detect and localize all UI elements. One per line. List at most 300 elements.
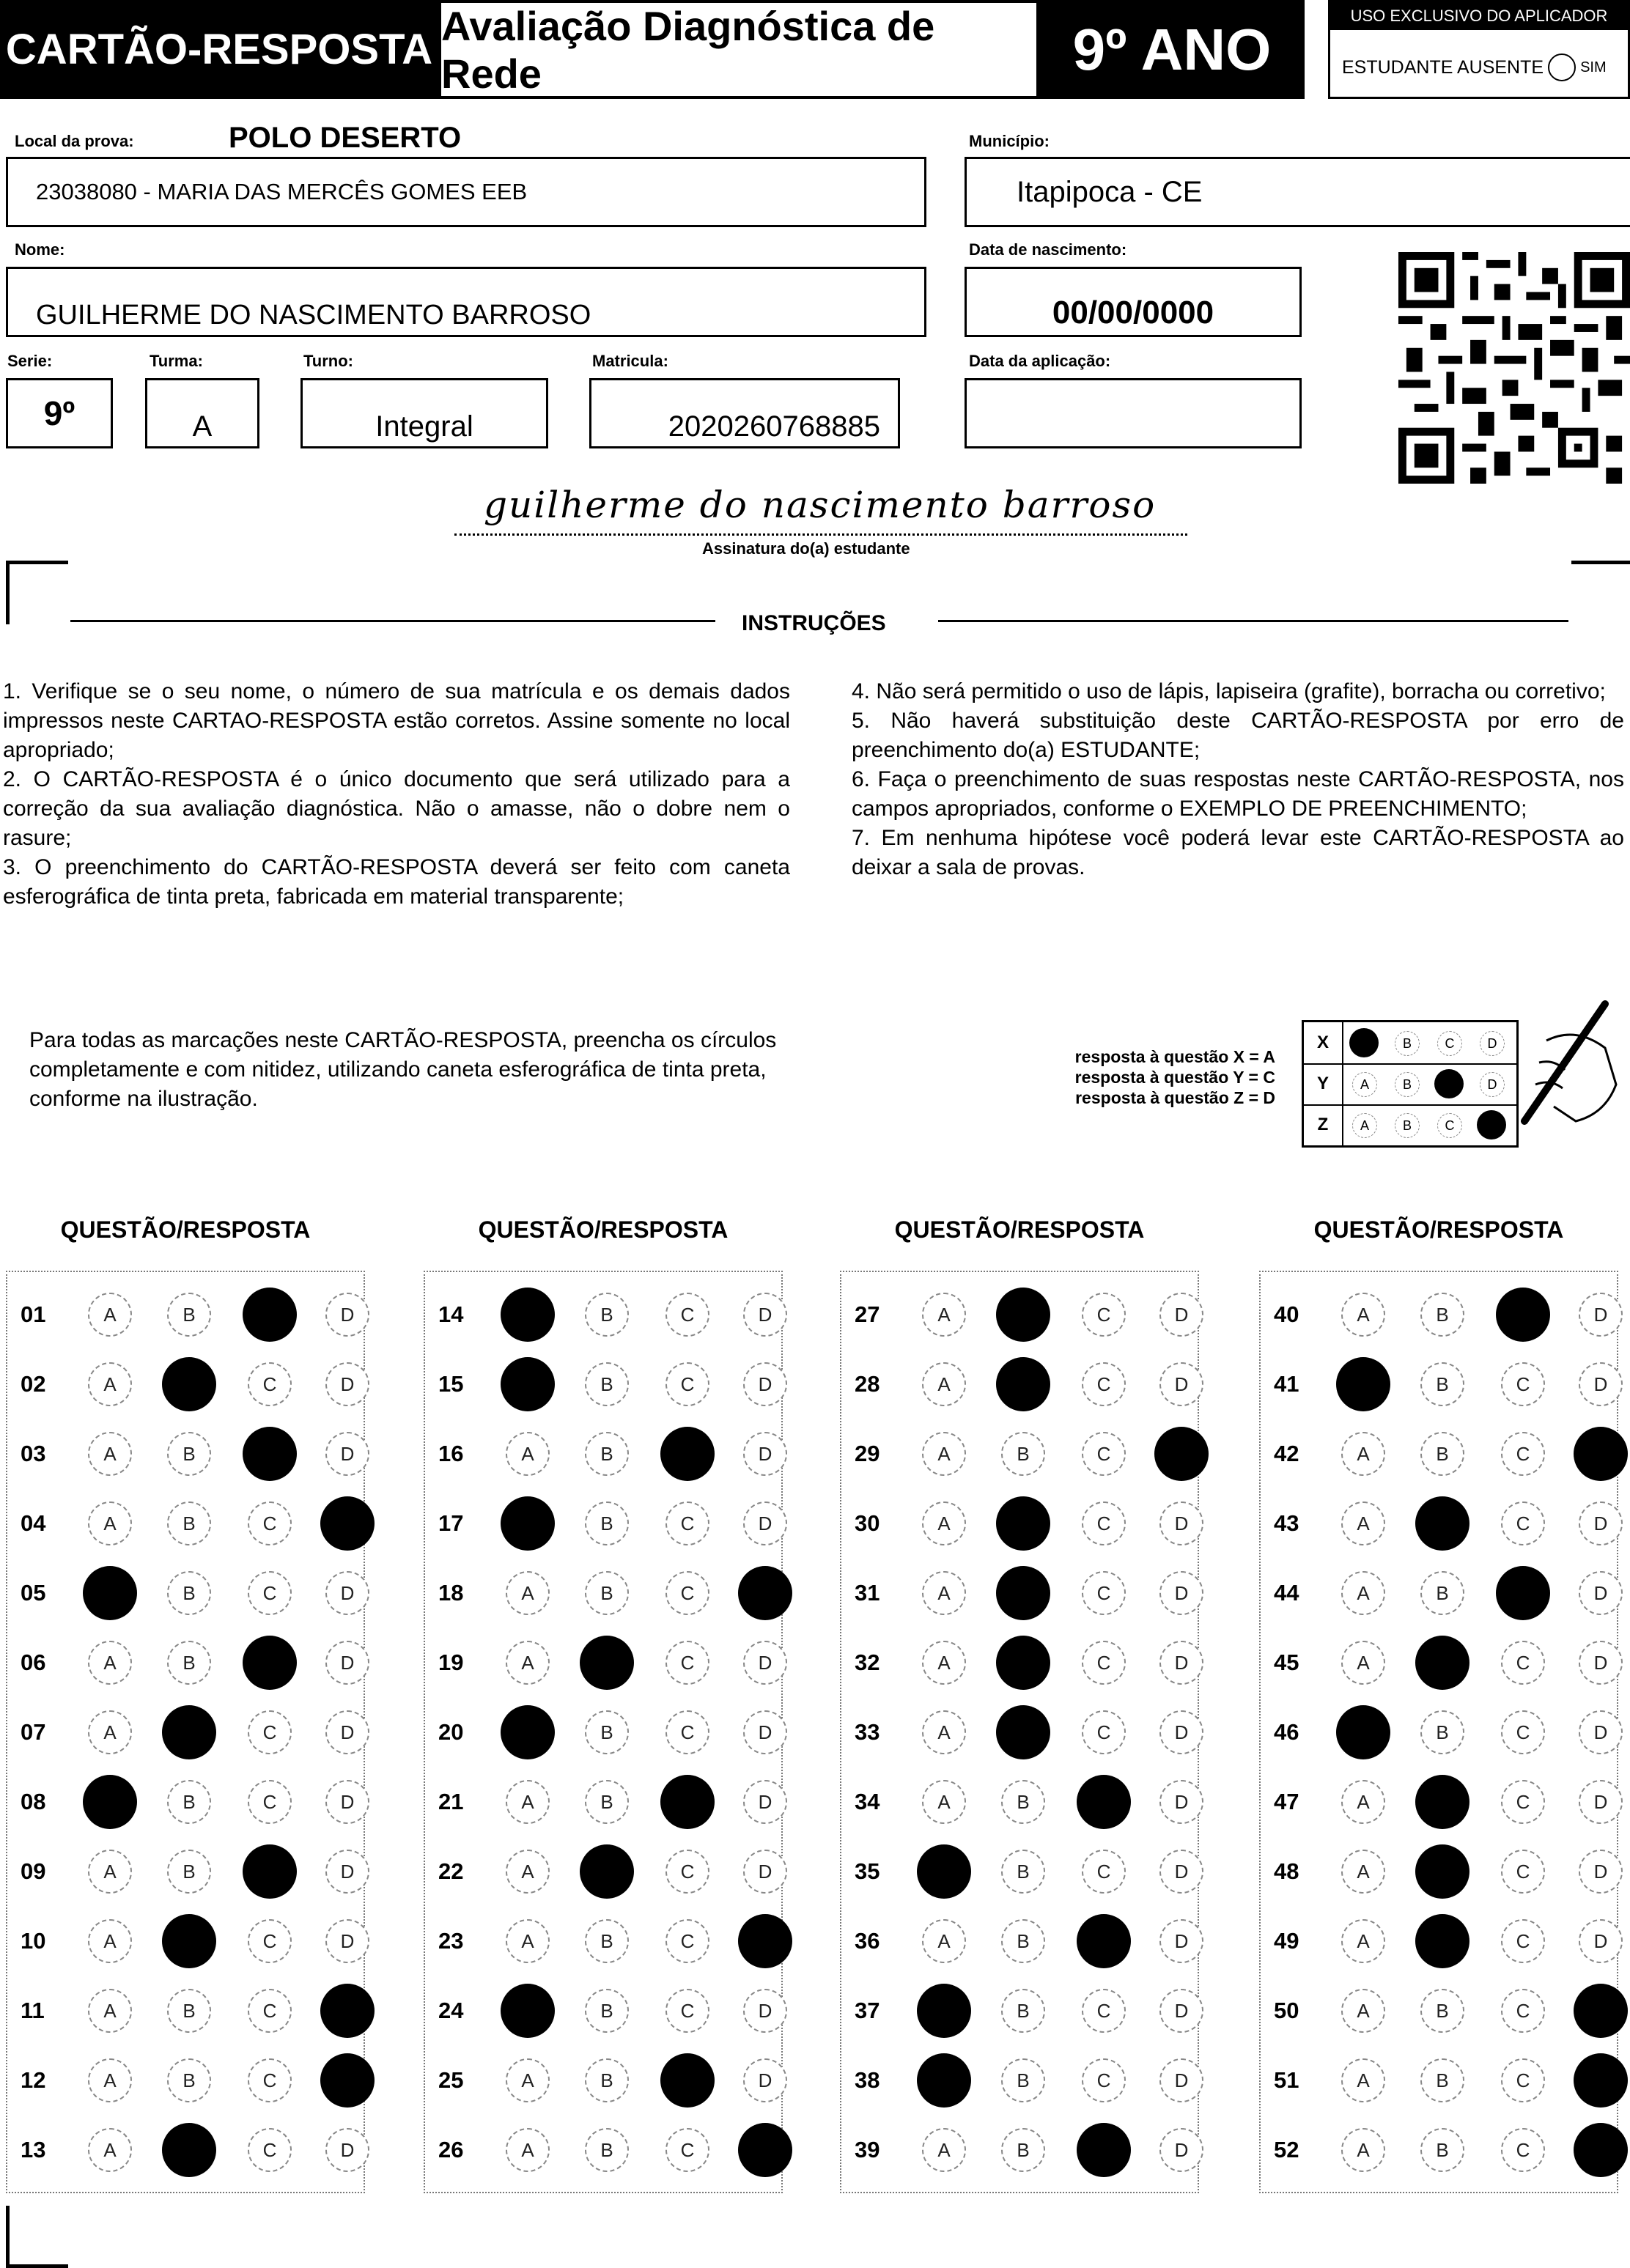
answer-bubble-b-filled[interactable]	[996, 1288, 1050, 1342]
answer-bubble-d[interactable]	[1579, 1571, 1623, 1615]
answer-bubble-b[interactable]	[167, 1989, 211, 2033]
answer-bubble-b[interactable]	[1001, 1780, 1045, 1824]
nascimento-label: Data de nascimento:	[969, 240, 1127, 259]
answer-bubble-b[interactable]	[167, 1293, 211, 1337]
bubble-letter: B	[600, 1790, 613, 1813]
answer-bubble-c-filled[interactable]	[660, 1775, 715, 1829]
answer-bubble-d-filled[interactable]	[1574, 1984, 1628, 2038]
example-bubble-b: B	[1395, 1072, 1420, 1097]
question-number: 05	[21, 1580, 46, 1606]
answer-bubble-d[interactable]	[1579, 1641, 1623, 1685]
answer-bubble-c[interactable]	[665, 1989, 709, 2033]
answer-bubble-a[interactable]	[922, 1919, 966, 1963]
question-number: 23	[438, 1928, 464, 1954]
answer-bubble-d[interactable]	[325, 1432, 369, 1476]
answer-bubble-a[interactable]	[88, 2058, 132, 2102]
absent-row	[1342, 53, 1607, 81]
answer-bubble-d[interactable]	[1159, 1501, 1203, 1545]
answer-bubble-a[interactable]	[506, 2128, 550, 2172]
answer-bubble-d[interactable]	[1579, 1501, 1623, 1545]
question-number: 21	[438, 1789, 464, 1814]
question-row-07	[7, 1699, 364, 1768]
question-number: 08	[21, 1789, 46, 1814]
column-heading: QUESTÃO/RESPOSTA	[1313, 1216, 1564, 1243]
answer-bubble-d[interactable]	[1579, 1293, 1623, 1337]
bubble-letter: A	[103, 1373, 117, 1395]
answer-bubble-b[interactable]	[1001, 1919, 1045, 1963]
answer-bubble-d-filled[interactable]	[738, 2123, 792, 2177]
bubble-letter: B	[1436, 1721, 1449, 1743]
bubble-letter: C	[1516, 1860, 1530, 1883]
answer-bubble-a[interactable]	[1341, 2058, 1385, 2102]
bubble-letter: B	[182, 1512, 196, 1534]
turma-field: A	[145, 378, 259, 448]
answer-bubble-a[interactable]	[88, 1850, 132, 1894]
question-row-18	[425, 1559, 781, 1628]
aplicacao-label: Data da aplicação:	[969, 352, 1111, 370]
bubble-letter: D	[1593, 1581, 1608, 1604]
answer-bubble-d[interactable]	[1579, 1919, 1623, 1963]
bubble-letter: D	[340, 2138, 355, 2161]
answer-bubble-c[interactable]	[1501, 1919, 1545, 1963]
bubble-letter: A	[103, 1929, 117, 1952]
bubble-letter: A	[937, 1721, 951, 1743]
question-row-11	[7, 1977, 364, 2046]
answer-bubble-c[interactable]	[665, 1362, 709, 1406]
answer-bubble-c[interactable]	[1501, 1501, 1545, 1545]
signature-line	[454, 533, 1187, 536]
answer-bubble-c-filled[interactable]	[1077, 2123, 1131, 2177]
answer-bubble-c-filled[interactable]	[1077, 1775, 1131, 1829]
answer-bubble-d-filled[interactable]	[1574, 1427, 1628, 1481]
answer-bubble-a-filled[interactable]	[1336, 1705, 1390, 1759]
turma-label: Turma:	[150, 352, 203, 370]
answer-bubble-b[interactable]	[167, 1501, 211, 1545]
answer-bubble-c-filled[interactable]	[1496, 1566, 1550, 1620]
answer-bubble-d[interactable]	[1159, 2128, 1203, 2172]
answer-bubble-d[interactable]	[1579, 1710, 1623, 1754]
answer-bubble-c-filled[interactable]	[660, 1427, 715, 1481]
answer-bubble-a[interactable]	[1341, 1850, 1385, 1894]
bubble-letter: B	[182, 1442, 196, 1465]
answer-bubble-c-filled[interactable]	[243, 1636, 297, 1690]
answer-bubble-a[interactable]	[1341, 1780, 1385, 1824]
answer-bubble-d[interactable]	[325, 1850, 369, 1894]
answer-bubble-c[interactable]	[1082, 1501, 1126, 1545]
municipio-label: Município:	[969, 132, 1050, 150]
bubble-letter: D	[340, 1373, 355, 1395]
answer-bubble-b-filled[interactable]	[996, 1357, 1050, 1411]
answer-bubble-a[interactable]	[88, 1919, 132, 1963]
answer-bubble-c[interactable]	[1082, 1571, 1126, 1615]
answer-bubble-d[interactable]	[743, 1293, 787, 1337]
answer-bubble-b[interactable]	[1420, 1989, 1464, 2033]
question-number: 52	[1274, 2137, 1299, 2162]
answer-bubble-c[interactable]	[665, 1571, 709, 1615]
answer-bubble-a[interactable]	[88, 1641, 132, 1685]
absent-yes-label: SIM	[1580, 59, 1607, 75]
answer-bubble-d[interactable]	[325, 1710, 369, 1754]
answer-bubble-b[interactable]	[167, 1850, 211, 1894]
answer-bubble-a[interactable]	[922, 1432, 966, 1476]
answer-bubble-c-filled[interactable]	[243, 1844, 297, 1899]
answer-bubble-b[interactable]	[1001, 1989, 1045, 2033]
answer-bubble-c[interactable]	[665, 1919, 709, 1963]
answer-bubble-c[interactable]	[1501, 1850, 1545, 1894]
answer-bubble-a[interactable]	[506, 1780, 550, 1824]
answer-bubble-b[interactable]	[167, 1780, 211, 1824]
answer-bubble-a-filled[interactable]	[917, 1844, 971, 1899]
bubble-letter: D	[1593, 1303, 1608, 1326]
answer-bubble-c[interactable]	[248, 1362, 292, 1406]
bubble-letter: B	[600, 1512, 613, 1534]
answer-bubble-c[interactable]	[248, 2128, 292, 2172]
answer-bubble-d-filled[interactable]	[320, 2053, 375, 2108]
question-row-35	[841, 1838, 1198, 1907]
answer-bubble-a[interactable]	[88, 1710, 132, 1754]
answer-bubble-c[interactable]	[665, 1501, 709, 1545]
answer-bubble-d[interactable]	[325, 2128, 369, 2172]
answer-bubble-d[interactable]	[1159, 1362, 1203, 1406]
answer-bubble-a[interactable]	[922, 1501, 966, 1545]
answer-bubble-b-filled[interactable]	[996, 1705, 1050, 1759]
answer-bubble-b[interactable]	[585, 1571, 629, 1615]
answer-bubble-b[interactable]	[585, 1293, 629, 1337]
answer-bubble-d[interactable]	[325, 1919, 369, 1963]
answer-bubble-b[interactable]	[585, 1432, 629, 1476]
answer-bubble-d[interactable]	[1159, 1293, 1203, 1337]
answer-bubble-d-filled[interactable]	[738, 1566, 792, 1620]
answer-bubble-a[interactable]	[922, 1362, 966, 1406]
answer-bubble-c[interactable]	[1082, 1850, 1126, 1894]
answer-bubble-d[interactable]	[743, 1710, 787, 1754]
answer-bubble-c[interactable]	[665, 1850, 709, 1894]
answer-bubble-a[interactable]	[922, 1641, 966, 1685]
answer-bubble-c[interactable]	[665, 1293, 709, 1337]
answer-bubble-c[interactable]	[248, 1571, 292, 1615]
answer-bubble-d[interactable]	[743, 1432, 787, 1476]
answer-bubble-b[interactable]	[585, 2128, 629, 2172]
question-number: 29	[855, 1441, 880, 1466]
answer-bubble-d[interactable]	[1159, 1850, 1203, 1894]
answer-bubble-b[interactable]	[1420, 1571, 1464, 1615]
instructions-heading: INSTRUÇÕES	[742, 611, 886, 635]
answer-bubble-b[interactable]	[167, 1432, 211, 1476]
answer-bubble-c-filled[interactable]	[660, 2053, 715, 2108]
bubble-letter: B	[1017, 1790, 1030, 1813]
answer-bubble-b[interactable]	[585, 2058, 629, 2102]
answer-bubble-b-filled[interactable]	[1415, 1636, 1469, 1690]
answer-bubble-c[interactable]	[1501, 1710, 1545, 1754]
answer-bubble-d[interactable]	[743, 1362, 787, 1406]
bubble-letter: D	[1174, 1373, 1189, 1395]
answer-bubble-b[interactable]	[585, 1362, 629, 1406]
answer-bubble-b-filled[interactable]	[996, 1636, 1050, 1690]
question-row-10	[7, 1907, 364, 1976]
answer-bubble-c[interactable]	[1501, 2058, 1545, 2102]
answer-bubble-b[interactable]	[1420, 1710, 1464, 1754]
question-number: 01	[21, 1301, 46, 1327]
question-row-50	[1261, 1977, 1617, 2046]
answer-bubble-a[interactable]	[88, 2128, 132, 2172]
answer-bubble-d[interactable]	[1159, 2058, 1203, 2102]
answer-bubble-c[interactable]	[1082, 1641, 1126, 1685]
answer-bubble-d[interactable]	[1159, 1710, 1203, 1754]
answer-bubble-b-filled[interactable]	[996, 1566, 1050, 1620]
bubble-letter: A	[1357, 1999, 1370, 2022]
bubble-letter: D	[1593, 1929, 1608, 1952]
question-number: 15	[438, 1371, 464, 1397]
answer-bubble-b[interactable]	[1420, 2058, 1464, 2102]
answer-bubble-a[interactable]	[1341, 1293, 1385, 1337]
answer-bubble-a[interactable]	[506, 1850, 550, 1894]
answer-bubble-b[interactable]	[1420, 1293, 1464, 1337]
answer-bubble-c[interactable]	[248, 2058, 292, 2102]
answer-bubble-b[interactable]	[585, 1919, 629, 1963]
bubble-letter: D	[1174, 1581, 1189, 1604]
answer-bubble-a[interactable]	[922, 1710, 966, 1754]
bubble-letter: C	[1096, 1373, 1111, 1395]
answer-bubble-b[interactable]	[585, 1989, 629, 2033]
answer-bubble-d[interactable]	[325, 1641, 369, 1685]
answer-bubble-b[interactable]	[167, 2058, 211, 2102]
answer-bubble-b[interactable]	[1420, 1432, 1464, 1476]
bubble-letter: C	[1516, 1373, 1530, 1395]
answer-bubble-a[interactable]	[1341, 1432, 1385, 1476]
answer-bubble-c[interactable]	[665, 1710, 709, 1754]
answer-bubble-c[interactable]	[1501, 1432, 1545, 1476]
answer-column-4	[1259, 1271, 1618, 2193]
answer-bubble-a[interactable]	[922, 1571, 966, 1615]
answer-bubble-d-filled[interactable]	[1154, 1427, 1209, 1481]
answer-bubble-a[interactable]	[1341, 1989, 1385, 2033]
answer-bubble-a[interactable]	[922, 2128, 966, 2172]
bubble-letter: D	[1593, 1512, 1608, 1534]
answer-bubble-a-filled[interactable]	[501, 1984, 555, 2038]
bubble-letter: D	[340, 1929, 355, 1952]
example-bubble-b: B	[1395, 1113, 1420, 1138]
absent-bubble[interactable]	[1548, 53, 1576, 81]
answer-bubble-c[interactable]	[1501, 2128, 1545, 2172]
bubble-letter: C	[1096, 1581, 1111, 1604]
question-row-06	[7, 1629, 364, 1698]
question-number: 45	[1274, 1650, 1299, 1675]
student-absent-label: ESTUDANTE AUSENTE	[1342, 56, 1544, 78]
answer-bubble-c[interactable]	[665, 2128, 709, 2172]
question-number: 18	[438, 1580, 464, 1606]
answer-bubble-a-filled[interactable]	[501, 1357, 555, 1411]
answer-bubble-c[interactable]	[1501, 1362, 1545, 1406]
answer-bubble-b[interactable]	[1420, 1362, 1464, 1406]
instruction-3: 3. O preenchimento do CARTÃO-RESPOSTA deverá ser feito com caneta esferográfica de tinta preta, fabricada em material transparente;	[3, 855, 790, 909]
question-number: 22	[438, 1858, 464, 1884]
answer-bubble-d[interactable]	[743, 2058, 787, 2102]
answer-bubble-d[interactable]	[325, 1293, 369, 1337]
answer-bubble-c-filled[interactable]	[1496, 1288, 1550, 1342]
column-heading: QUESTÃO/RESPOSTA	[478, 1216, 729, 1243]
question-row-49	[1261, 1907, 1617, 1976]
instructions-left	[3, 677, 790, 912]
answer-bubble-b-filled[interactable]	[580, 1844, 634, 1899]
answer-bubble-b-filled[interactable]	[996, 1496, 1050, 1551]
answer-bubble-c[interactable]	[1501, 1641, 1545, 1685]
answer-bubble-a[interactable]	[1341, 1501, 1385, 1545]
answer-bubble-d[interactable]	[325, 1362, 369, 1406]
bubble-letter: D	[1174, 1860, 1189, 1883]
answer-column-3	[840, 1271, 1199, 2193]
answer-bubble-c[interactable]	[248, 1501, 292, 1545]
answer-bubble-a-filled[interactable]	[83, 1775, 137, 1829]
example-legend	[1036, 1046, 1275, 1108]
answer-bubble-a-filled[interactable]	[501, 1705, 555, 1759]
answer-bubble-c[interactable]	[1082, 1710, 1126, 1754]
answer-bubble-a[interactable]	[506, 1571, 550, 1615]
answer-bubble-a-filled[interactable]	[83, 1566, 137, 1620]
answer-bubble-a[interactable]	[88, 1501, 132, 1545]
answer-column-1	[6, 1271, 365, 2193]
answer-bubble-a-filled[interactable]	[917, 2053, 971, 2108]
answer-bubble-c[interactable]	[248, 1989, 292, 2033]
answer-bubble-a[interactable]	[1341, 1641, 1385, 1685]
answer-bubble-b[interactable]	[585, 1780, 629, 1824]
answer-bubble-a[interactable]	[88, 1432, 132, 1476]
answer-bubble-a[interactable]	[88, 1989, 132, 2033]
answer-bubble-d-filled[interactable]	[738, 1914, 792, 1968]
answer-bubble-d-filled[interactable]	[1574, 2053, 1628, 2108]
answer-bubble-b[interactable]	[585, 1710, 629, 1754]
answer-bubble-c[interactable]	[1082, 1989, 1126, 2033]
answer-bubble-c[interactable]	[1501, 1780, 1545, 1824]
answer-bubble-d[interactable]	[1159, 1641, 1203, 1685]
answer-bubble-b-filled[interactable]	[162, 2123, 216, 2177]
answer-bubble-c[interactable]	[1082, 2058, 1126, 2102]
answer-bubble-d[interactable]	[743, 1780, 787, 1824]
bubble-letter: D	[1593, 1651, 1608, 1674]
question-row-43	[1261, 1490, 1617, 1559]
answer-bubble-a[interactable]	[1341, 1571, 1385, 1615]
question-number: 32	[855, 1650, 880, 1675]
answer-bubble-b-filled[interactable]	[1415, 1914, 1469, 1968]
answer-bubble-a[interactable]	[506, 2058, 550, 2102]
answer-bubble-a[interactable]	[88, 1362, 132, 1406]
example-bubble-c: C	[1437, 1031, 1462, 1056]
answer-bubble-a[interactable]	[1341, 1919, 1385, 1963]
answer-bubble-c[interactable]	[1501, 1989, 1545, 2033]
answer-bubble-b[interactable]	[1001, 2058, 1045, 2102]
bubble-letter: D	[340, 1790, 355, 1813]
answer-bubble-b-filled[interactable]	[1415, 1775, 1469, 1829]
answer-bubble-c[interactable]	[1082, 1293, 1126, 1337]
example-bubble-d: D	[1480, 1072, 1505, 1097]
answer-bubble-b-filled[interactable]	[162, 1914, 216, 1968]
answer-bubble-d[interactable]	[743, 1501, 787, 1545]
answer-bubble-d-filled[interactable]	[320, 1984, 375, 2038]
answer-bubble-d[interactable]	[743, 1850, 787, 1894]
bubble-letter: C	[680, 1999, 695, 2022]
answer-bubble-b[interactable]	[1420, 2128, 1464, 2172]
answer-bubble-c[interactable]	[1082, 1432, 1126, 1476]
answer-bubble-b[interactable]	[1001, 2128, 1045, 2172]
answer-bubble-b[interactable]	[1001, 1432, 1045, 1476]
answer-bubble-d[interactable]	[1579, 1362, 1623, 1406]
answer-bubble-d[interactable]	[1159, 1571, 1203, 1615]
answer-bubble-c-filled[interactable]	[1077, 1914, 1131, 1968]
bubble-letter: A	[103, 1651, 117, 1674]
bubble-letter: D	[340, 1651, 355, 1674]
bubble-letter: D	[758, 1303, 772, 1326]
answer-bubble-a[interactable]	[88, 1293, 132, 1337]
answer-bubble-b-filled[interactable]	[162, 1357, 216, 1411]
answer-bubble-a-filled[interactable]	[501, 1288, 555, 1342]
question-number: 46	[1274, 1719, 1299, 1745]
answer-bubble-a-filled[interactable]	[917, 1984, 971, 2038]
answer-bubble-b[interactable]	[1001, 1850, 1045, 1894]
answer-bubble-d[interactable]	[743, 1989, 787, 2033]
instruction-1: 1. Verifique se o seu nome, o número de sua matrícula e os demais dados impressos neste CARTAO-RESPOSTA estão corretos. Assine somente no local apropriado;	[3, 679, 790, 762]
answer-bubble-d-filled[interactable]	[1574, 2123, 1628, 2177]
answer-bubble-d-filled[interactable]	[320, 1496, 375, 1551]
question-row-38	[841, 2047, 1198, 2116]
question-row-15	[425, 1351, 781, 1419]
answer-bubble-b[interactable]	[167, 1571, 211, 1615]
answer-bubble-d[interactable]	[325, 1780, 369, 1824]
answer-bubble-b[interactable]	[167, 1641, 211, 1685]
bubble-letter: D	[1593, 1860, 1608, 1883]
serie-label: Serie:	[7, 352, 53, 370]
question-row-42	[1261, 1420, 1617, 1489]
answer-bubble-c-filled[interactable]	[243, 1427, 297, 1481]
question-number: 19	[438, 1650, 464, 1675]
answer-bubble-c[interactable]	[665, 1641, 709, 1685]
answer-bubble-d[interactable]	[1159, 1989, 1203, 2033]
answer-bubble-c[interactable]	[248, 1919, 292, 1963]
instruction-6: 6. Faça o preenchimento de suas respostas neste CARTÃO-RESPOSTA, nos campos apropriados, conforme o EXEMPLO DE PREENCHIMENTO;	[852, 767, 1624, 821]
answer-bubble-d[interactable]	[1159, 1780, 1203, 1824]
answer-bubble-c[interactable]	[248, 1780, 292, 1824]
question-row-41	[1261, 1351, 1617, 1419]
answer-bubble-b-filled[interactable]	[162, 1705, 216, 1759]
answer-bubble-d[interactable]	[1579, 1780, 1623, 1824]
answer-bubble-a[interactable]	[1341, 2128, 1385, 2172]
question-row-12	[7, 2047, 364, 2116]
question-row-52	[1261, 2116, 1617, 2185]
answer-bubble-a[interactable]	[506, 1919, 550, 1963]
answer-bubble-d[interactable]	[325, 1571, 369, 1615]
question-row-44	[1261, 1559, 1617, 1628]
bubble-letter: B	[600, 1999, 613, 2022]
answer-bubble-d[interactable]	[1159, 1919, 1203, 1963]
answer-bubble-a[interactable]	[922, 1780, 966, 1824]
bubble-letter: A	[1357, 1860, 1370, 1883]
answer-bubble-a-filled[interactable]	[501, 1496, 555, 1551]
answer-bubble-b-filled[interactable]	[580, 1636, 634, 1690]
answer-bubble-d[interactable]	[1579, 1850, 1623, 1894]
answer-bubble-c-filled[interactable]	[243, 1288, 297, 1342]
question-row-31	[841, 1559, 1198, 1628]
bubble-letter: A	[1357, 2069, 1370, 2091]
answer-bubble-c[interactable]	[248, 1710, 292, 1754]
answer-bubble-d[interactable]	[743, 1641, 787, 1685]
answer-bubble-a[interactable]	[922, 1293, 966, 1337]
answer-bubble-b[interactable]	[585, 1501, 629, 1545]
answer-bubble-a-filled[interactable]	[1336, 1357, 1390, 1411]
answer-bubble-a[interactable]	[506, 1641, 550, 1685]
answer-bubble-a[interactable]	[506, 1432, 550, 1476]
answer-bubble-c[interactable]	[1082, 1362, 1126, 1406]
card-title: CARTÃO-RESPOSTA	[0, 0, 438, 99]
answer-bubble-b-filled[interactable]	[1415, 1844, 1469, 1899]
answer-bubble-b-filled[interactable]	[1415, 1496, 1469, 1551]
